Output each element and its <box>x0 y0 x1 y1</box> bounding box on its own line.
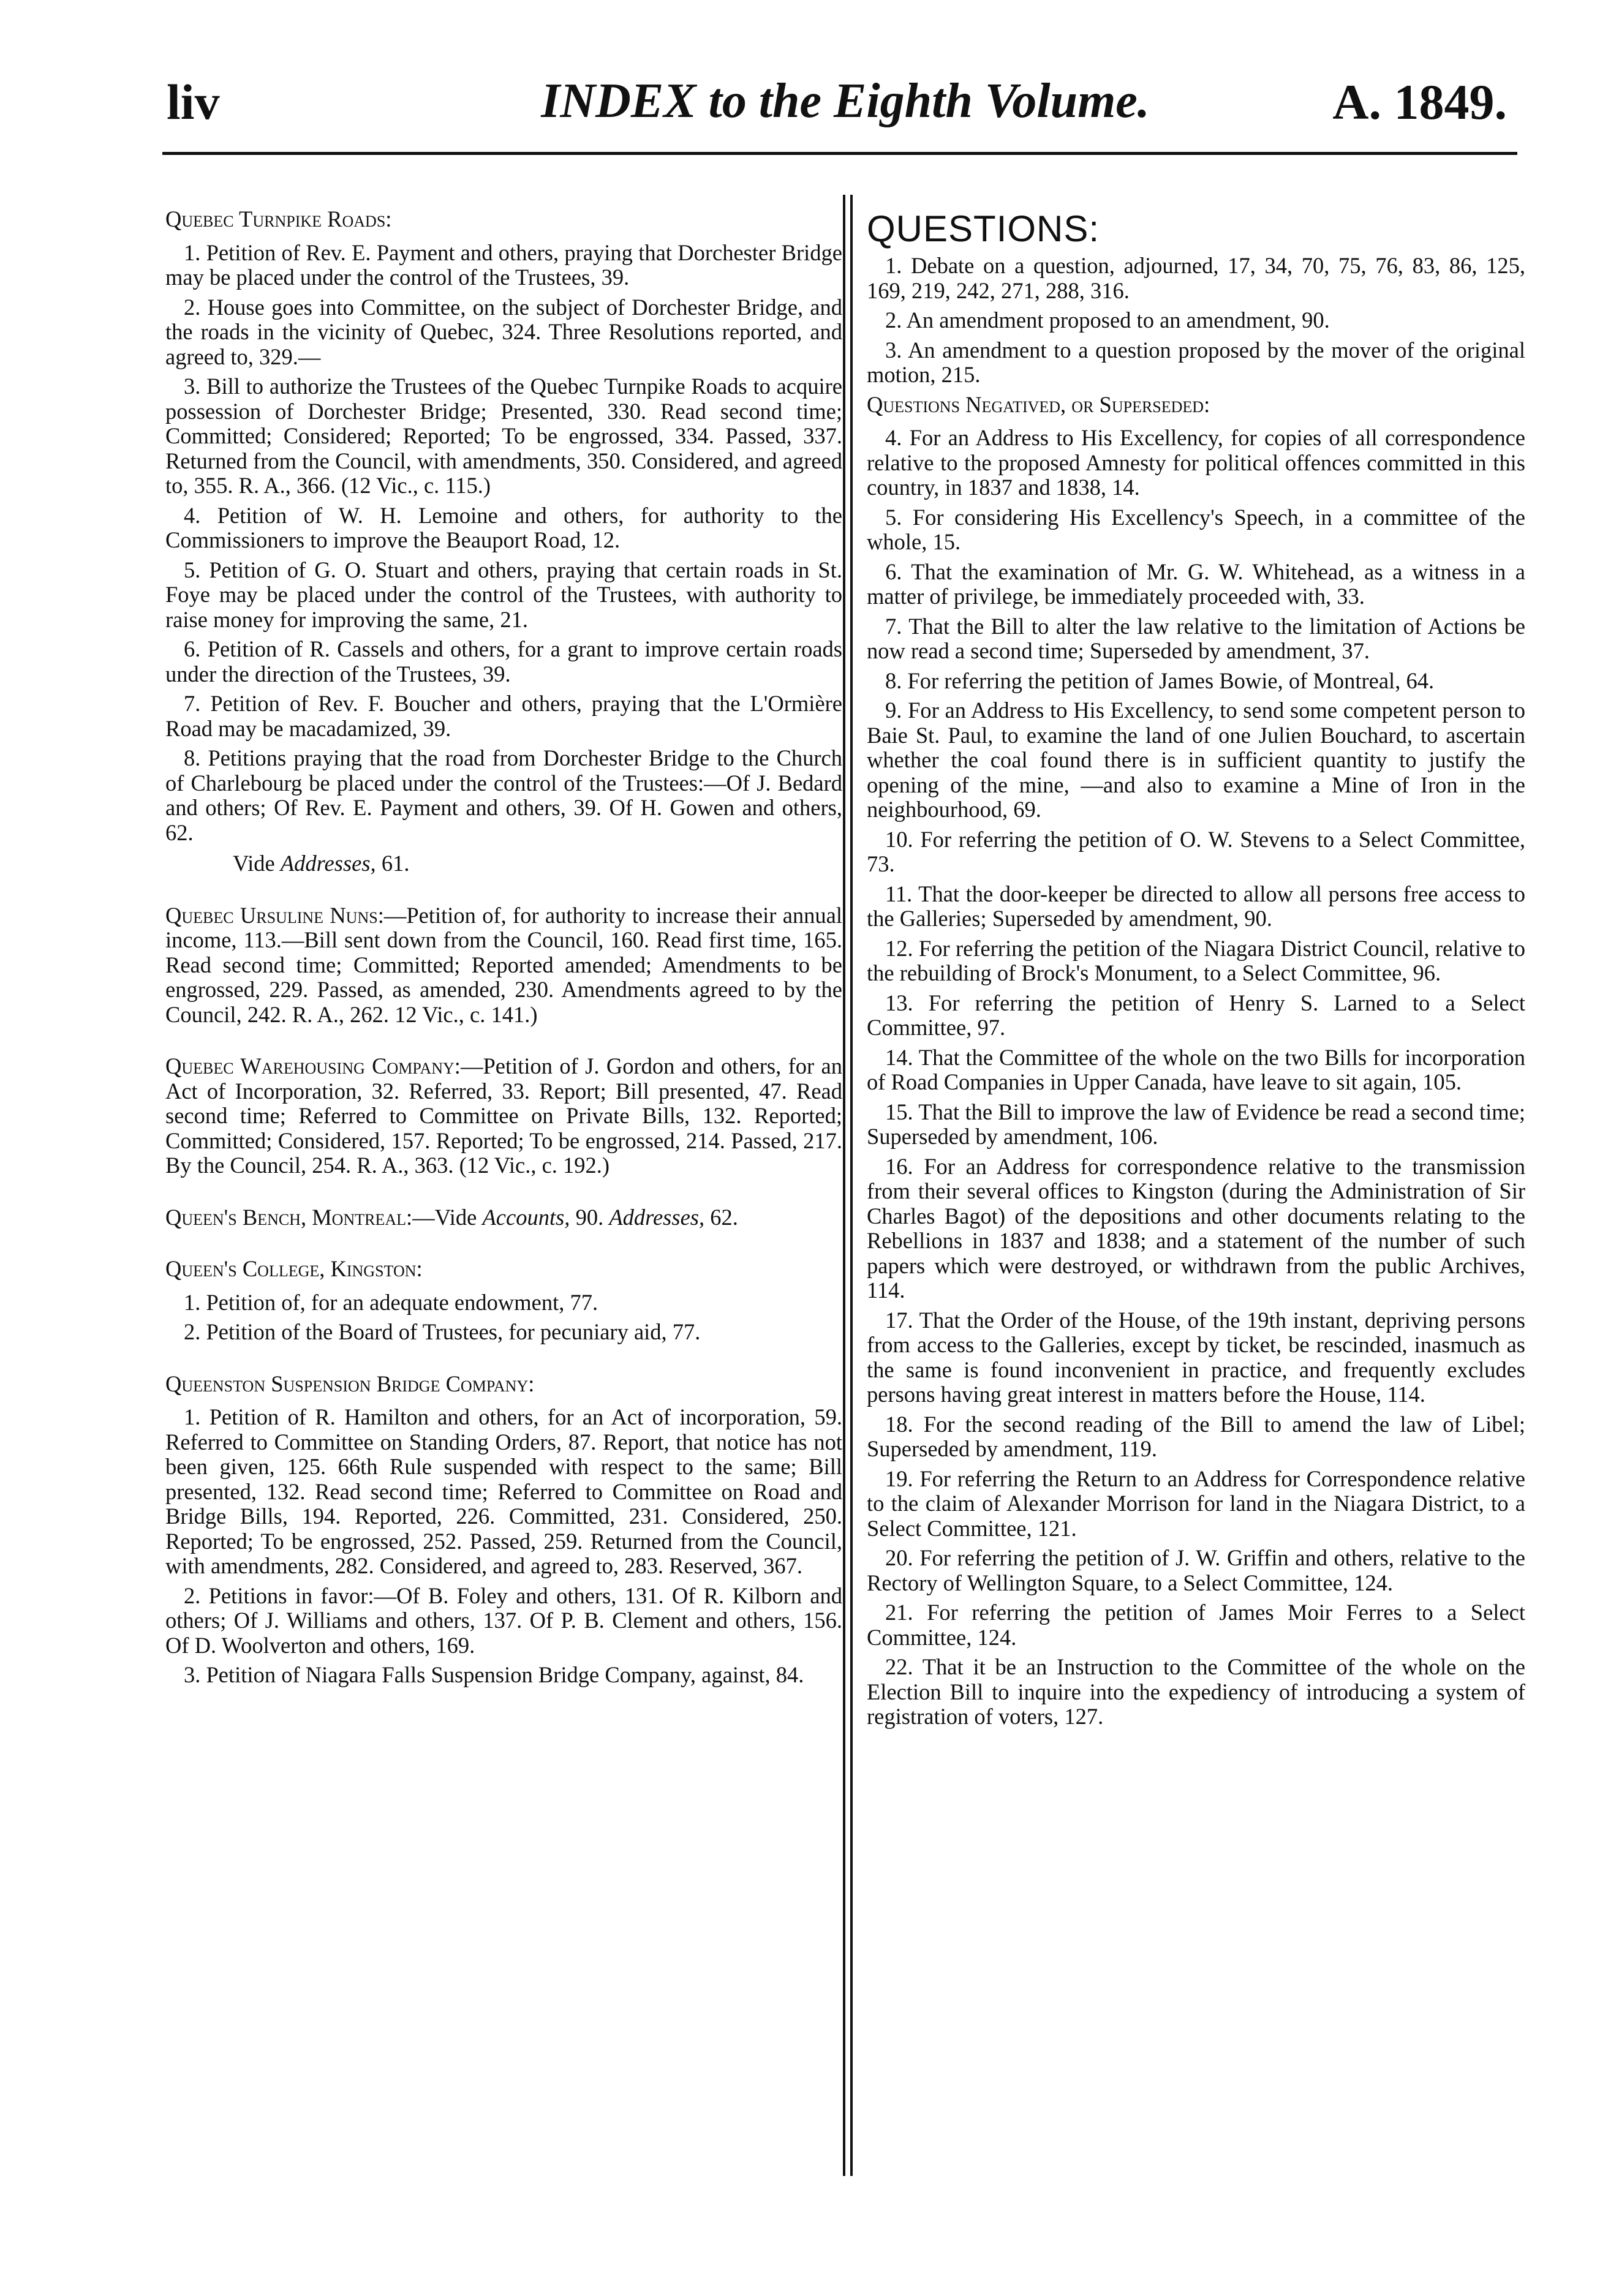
index-entry: 4. For an Address to His Excellency, for copies of all correspondence relative to the proposed Amnesty for political offences committed in this country, in 1837 and 1838, 14. <box>867 425 1525 500</box>
index-entry: 16. For an Address for correspondence relative to the transmission from their several offices to Kingston (during the Administration of Sir Charles Bagot) of the depositions and other documents relating to the Rebellions in 1837 and 1838; and a statement of the number of such papers which were destroyed, or withdrawn from the public Archives, 114. <box>867 1153 1525 1303</box>
index-entry: 3. An amendment to a question proposed by the mover of the original motion, 215. <box>867 337 1525 387</box>
index-entry: 10. For referring the petition of O. W. Stevens to a Select Committee, 73. <box>867 826 1525 876</box>
index-entry: 6. That the examination of Mr. G. W. Whitehead, as a witness in a matter of privilege, be immediately proceeded with, 33. <box>867 559 1525 609</box>
index-entry: 3. Petition of Niagara Falls Suspension Bridge Company, against, 84. <box>184 1662 804 1687</box>
index-entry: 1. Petition of Rev. E. Payment and others, praying that Dorchester Bridge may be placed under the control of the Trustees, 39. <box>165 239 842 290</box>
index-entry: 9. For an Address to His Excellency, to send some competent person to Baie St. Paul, to examine the land of one Julien Bouchard, to ascertain whether the coal found there is in sufficient quantity to justify the opening of the mine, —and also to examine a Mine of Iron in the neighbourhood, 69. <box>867 698 1525 822</box>
index-entry: 11. That the door-keeper be directed to allow all persons free access to the Galleries; Superseded by amendment, 90. <box>867 881 1525 931</box>
index-entry: 1. Petition of R. Hamilton and others, for an Act of incorporation, 59. Referred to Committee on Standing Orders, 87. Report, that notice has not been given, 125. 66th Rule suspended with respect to the same; Bill presented, 132. Read second time; Referred to Committee on Road and Bridge Bills, 194. Reported, 226. Committed, 231. Considered, 250. Reported; To be engrossed, 252. Passed, 259. Returned from the Council, with amendments, 282. Considered, and agreed to, 283. Reserved, 367. <box>165 1404 842 1578</box>
section-queens-bench-montreal <box>165 1205 842 1230</box>
column-divider-right <box>850 195 853 2176</box>
entry-text: —Petition of, for authority to increase their annual income, 113.—Bill sent down from the Council, 160. Read first time, 165. Read second time; Committed; Reported amended; Amendments to be engrossed, 229. Passed, as amended, 230. Amendments agreed to by the Council, 242. R. A., 262. 12 Vic., c. 141.) <box>165 902 842 1027</box>
running-title: INDEX to the Eighth Volume. <box>541 74 1150 128</box>
index-entry: 14. That the Committee of the whole on the two Bills for incorporation of Road Companies in Upper Canada, have leave to sit again, 105. <box>867 1044 1525 1094</box>
page-number: liv <box>167 74 220 130</box>
index-entry: 2. An amendment proposed to an amendment, 90. <box>885 307 1330 333</box>
section-heading: Queenston Suspension Bridge Company: <box>165 1371 535 1396</box>
index-entry: 2. House goes into Committee, on the subject of Dorchester Bridge, and the roads in the vicinity of Quebec, 324. Three Resolutions reported, and agreed to, 329.— <box>165 294 842 369</box>
index-entry: 5. Petition of G. O. Stuart and others, praying that certain roads in St. Foye may be placed under the control of the Trustees, with authority to raise money for improving the same, 21. <box>165 557 842 632</box>
index-entry: 12. For referring the petition of the Niagara District Council, relative to the rebuilding of Brock's Monument, to a Select Committee, 96. <box>867 935 1525 985</box>
index-entry: 8. Petitions praying that the road from Dorchester Bridge to the Church of Charlebourg be placed under the control of the Trustees:—Of J. Bedard and others; Of Rev. E. Payment and others, 39. Of H. Gowen and others, 62. <box>165 745 842 845</box>
index-entry: 1. Petition of, for an adequate endowment, 77. <box>184 1289 598 1315</box>
entry-text: —Petition of J. Gordon and others, for an Act of Incorporation, 32. Referred, 33. Report; Bill presented, 47. Read second time; Referred to Committee on Private Bills, 132. Reported; Committed; Considered, 157. Reported; To be engrossed, 214. Passed, 217. By the Council, 254. R. A., 363. (12 Vic., c. 192.) <box>165 1053 842 1178</box>
questions-heading: QUESTIONS: <box>867 208 1100 249</box>
index-entry: 21. For referring the petition of James Moir Ferres to a Select Committee, 124. <box>867 1600 1525 1650</box>
index-entry: 13. For referring the petition of Henry S. Larned to a Select Committee, 97. <box>867 990 1525 1040</box>
section-quebec-turnpike-roads <box>165 207 842 876</box>
vide-reference: Addresses, <box>280 851 376 876</box>
index-entry: 18. For the second reading of the Bill to amend the law of Libel; Superseded by amendment, 119. <box>867 1411 1525 1461</box>
index-entry: 15. That the Bill to improve the law of Evidence be read a second time; Superseded by amendment, 106. <box>867 1099 1525 1149</box>
left-column <box>165 207 842 1693</box>
index-entry: 17. That the Order of the House, of the 19th instant, depriving persons from access to the Galleries, except by ticket, be rescinded, inasmuch as the same is found inconvenient in practice, and frequently excludes persons having great interest in matters before the House, 114. <box>867 1307 1525 1407</box>
section-quebec-ursuline-nuns <box>165 903 842 1028</box>
index-entry: 3. Bill to authorize the Trustees of the Quebec Turnpike Roads to acquire possession of Dorchester Bridge; Presented, 330. Read second time; Committed; Considered; Reported; To be engrossed, 334. Passed, 337. Returned from the Council, with amendments, 350. Considered, and agreed to, 355. R. A., 366. (12 Vic., c. 115.) <box>165 374 842 498</box>
section-quebec-warehousing-company <box>165 1054 842 1178</box>
index-entry: 6. Petition of R. Cassels and others, for a grant to improve certain roads under the direction of the Trustees, 39. <box>165 636 842 687</box>
index-entry <box>165 903 842 1028</box>
section-heading: Quebec Ursuline Nuns: <box>165 902 384 928</box>
index-entry: 7. Petition of Rev. F. Boucher and others, praying that the L'Ormière Road may be macadamized, 39. <box>165 691 842 741</box>
index-entry: 4. Petition of W. H. Lemoine and others, for authority to the Commissioners to improve the Beauport Road, 12. <box>165 502 842 552</box>
index-entry: 20. For referring the petition of J. W. Griffin and others, relative to the Rectory of Wellington Square, to a Select Committee, 124. <box>867 1545 1525 1595</box>
section-queens-college-kingston <box>165 1257 842 1345</box>
session-year: A. 1849. <box>1332 74 1507 130</box>
column-divider-left <box>843 195 845 2176</box>
index-entry: 2. Petitions in favor:—Of B. Foley and others, 131. Of R. Kilborn and others; Of J. Williams and others, 137. Of P. B. Clement and others, 156. Of D. Woolverton and others, 169. <box>165 1583 842 1658</box>
section-heading: Quebec Warehousing Company: <box>165 1053 461 1078</box>
index-entry: 8. For referring the petition of James Bowie, of Montreal, 64. <box>885 668 1435 693</box>
index-entry: 22. That it be an Instruction to the Committee of the whole on the Election Bill to inquire into the expediency of introducing a system of registration of voters, 127. <box>867 1654 1525 1729</box>
cross-reference <box>165 851 842 876</box>
index-entry: 1. Debate on a question, adjourned, 17, 34, 70, 75, 76, 83, 86, 125, 169, 219, 242, 271, 288, 316. <box>867 253 1525 303</box>
page-header <box>0 67 1619 153</box>
section-heading: Queen's College, Kingston: <box>165 1256 423 1281</box>
header-rule <box>162 152 1517 155</box>
index-entry: 7. That the Bill to alter the law relative to the limitation of Actions be now read a second time; Superseded by amendment, 37. <box>867 613 1525 663</box>
section-heading: Questions Negatived, or Superseded: <box>867 391 1210 417</box>
vide-reference: Addresses, <box>609 1204 705 1230</box>
section-queenston-suspension-bridge <box>165 1372 842 1688</box>
section-heading: Quebec Turnpike Roads: <box>165 206 392 231</box>
index-entry: 5. For considering His Excellency's Speech, in a committee of the whole, 15. <box>867 504 1525 554</box>
entry-text: 90. <box>575 1204 604 1230</box>
section-heading: Queen's Bench, Montreal: <box>165 1204 413 1230</box>
vide-label: Vide <box>233 851 275 876</box>
entry-text: 62. <box>710 1204 738 1230</box>
right-column <box>867 207 1525 1734</box>
vide-page: 61. <box>381 851 410 876</box>
index-entry: 19. For referring the Return to an Address for Correspondence relative to the claim of Alexander Morrison for land in the Niagara District, to a Select Committee, 121. <box>867 1466 1525 1541</box>
entry-text: —Vide <box>412 1204 477 1230</box>
index-entry: 2. Petition of the Board of Trustees, for pecuniary aid, 77. <box>184 1319 701 1344</box>
vide-reference: Accounts, <box>482 1204 570 1230</box>
index-entry <box>165 1054 842 1178</box>
index-entry <box>165 1205 842 1230</box>
